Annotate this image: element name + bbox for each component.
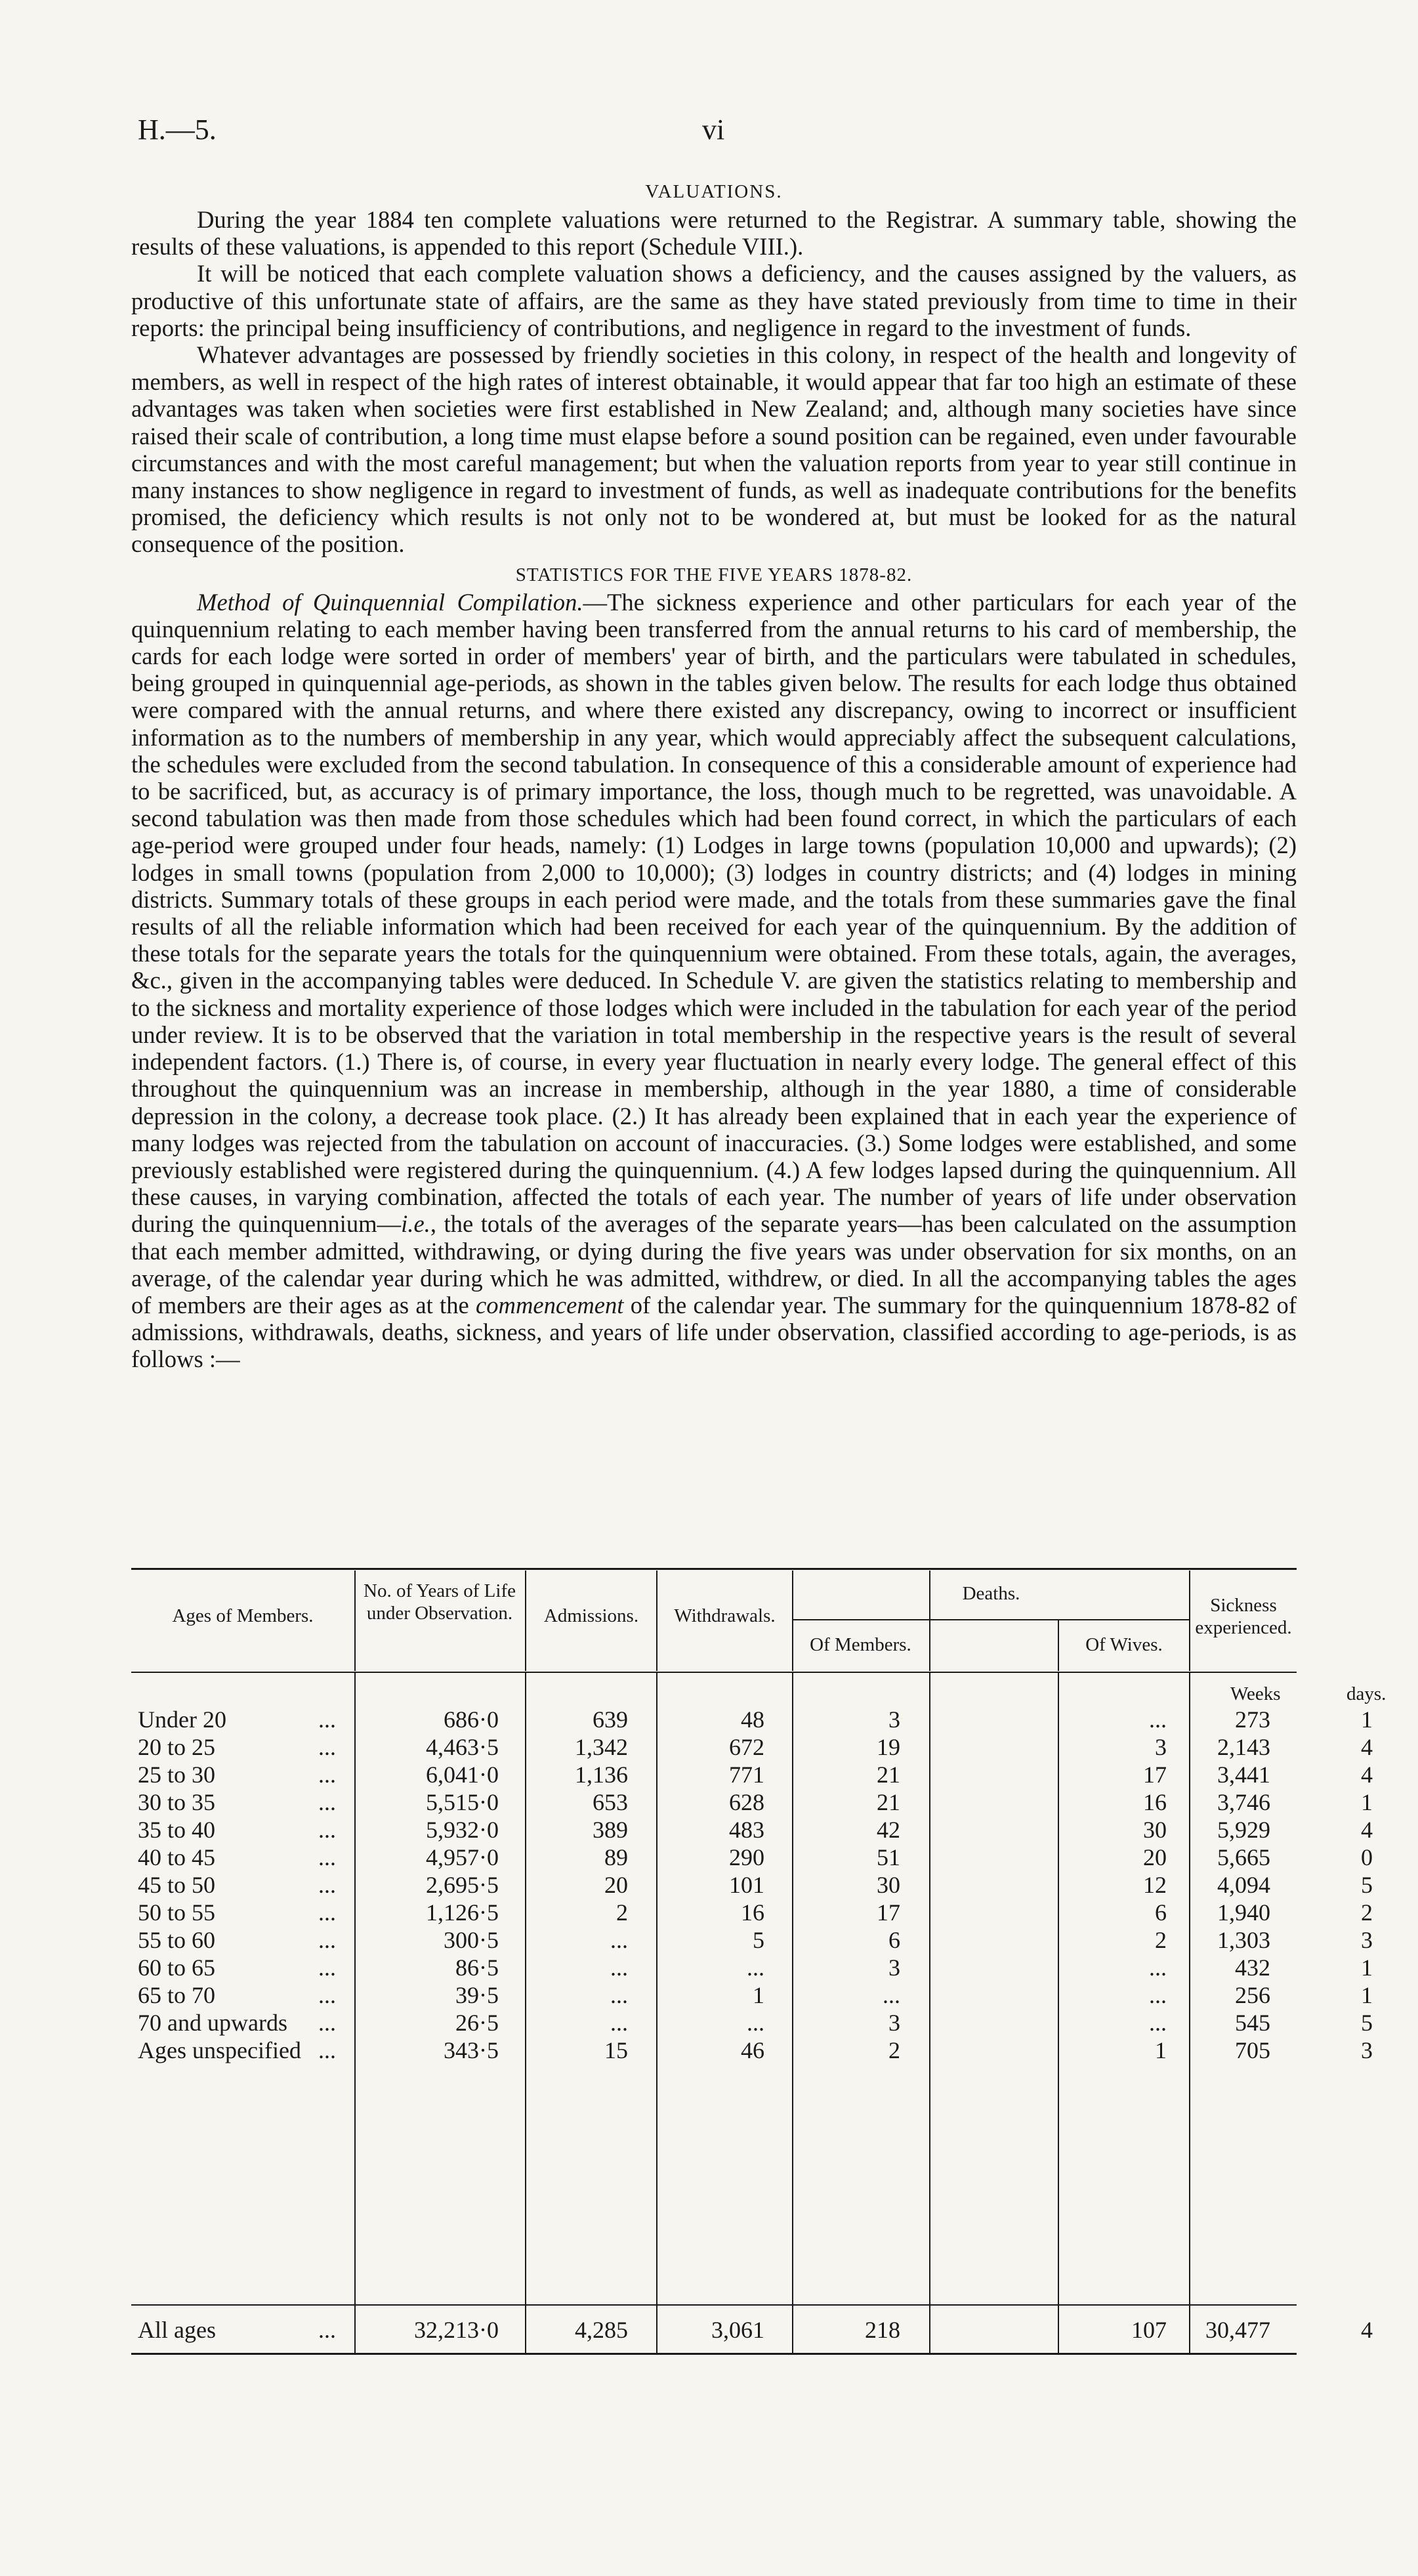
- cell-dots: ...: [318, 1817, 336, 1843]
- cell-age: All ages: [138, 2317, 216, 2343]
- cell-years: 4,957·0: [426, 1844, 499, 1870]
- table-top-rule: [131, 1568, 1297, 1570]
- cell-adm: ...: [610, 1927, 628, 1953]
- cell-dots: ...: [318, 2037, 336, 2063]
- table-row: [131, 1761, 1373, 1788]
- cell-weeks: 1,303: [1217, 1927, 1270, 1953]
- cell-weeks: 4,094: [1217, 1872, 1270, 1898]
- cell-wd: 16: [741, 1899, 764, 1926]
- table-row: [131, 1871, 1373, 1898]
- cell-days: 5: [1361, 2010, 1373, 2036]
- cell-dots: ...: [318, 1762, 336, 1788]
- cell-adm: 20: [604, 1872, 628, 1898]
- cell-years: 86·5: [455, 1954, 499, 1981]
- cell-dots: ...: [318, 1954, 336, 1981]
- cell-dm: ...: [883, 1982, 900, 2008]
- cell-wd: 771: [729, 1762, 764, 1788]
- cell-dm: 3: [888, 1954, 900, 1981]
- cell-dw: 20: [1143, 1844, 1167, 1870]
- cell-age: Under 20: [138, 1706, 226, 1733]
- table-row: [131, 1926, 1373, 1953]
- ie-abbrev: i.e.: [401, 1210, 430, 1238]
- cell-age: 65 to 70: [138, 1982, 216, 2008]
- cell-years: 686·0: [444, 1706, 499, 1733]
- valuations-paragraph-2: It will be noticed that each complete valuation shows a deficiency, and the causes assigned by the valuers, as productive of this unfortunate state of affairs, are the same as they have stated previously from time to time in their reports: the principal being insufficiency of contributions, and negligence in regard to the investment of funds.: [131, 260, 1297, 341]
- cell-dw: 107: [1131, 2317, 1167, 2343]
- cell-years: 300·5: [444, 1927, 499, 1953]
- statistics-text-c: of the calendar year. The summary for the quinquennium 1878-82 of admissions, withdrawals, deaths, sickness, and years of life under observation, classified according to age-periods, is as follows :—: [131, 1291, 1297, 1373]
- table-row: [131, 1816, 1373, 1843]
- header-years-of-life: No. of Years of Life under Observation.: [364, 1580, 516, 1624]
- cell-adm: ...: [610, 1954, 628, 1981]
- cell-years: 26·5: [455, 2010, 499, 2036]
- table-row: [131, 2009, 1373, 2036]
- cell-dots: ...: [318, 1789, 336, 1815]
- cell-days: 4: [1361, 2317, 1373, 2343]
- table-total-row: [131, 2316, 1373, 2343]
- cell-dm: 21: [877, 1762, 900, 1788]
- cell-dm: 3: [888, 1706, 900, 1733]
- cell-adm: 89: [604, 1844, 628, 1870]
- cell-dw: 6: [1155, 1899, 1167, 1926]
- total-rule: [131, 2304, 1297, 2306]
- cell-adm: 1,136: [575, 1762, 628, 1788]
- cell-years: 2,695·5: [426, 1872, 499, 1898]
- cell-age: 55 to 60: [138, 1927, 216, 1953]
- cell-dw: 30: [1143, 1817, 1167, 1843]
- cell-dm: 30: [877, 1872, 900, 1898]
- cell-dm: 17: [877, 1899, 900, 1926]
- cell-wd: 48: [741, 1706, 764, 1733]
- cell-adm: 639: [593, 1706, 628, 1733]
- cell-dm: 6: [888, 1927, 900, 1953]
- cell-age: 40 to 45: [138, 1844, 216, 1870]
- cell-dots: ...: [318, 1706, 336, 1733]
- header-ages: Ages of Members.: [172, 1605, 314, 1626]
- cell-dw: ...: [1149, 1982, 1167, 2008]
- cell-age: 20 to 25: [138, 1734, 216, 1760]
- cell-wd: ...: [747, 1954, 764, 1981]
- cell-days: 1: [1361, 1982, 1373, 2008]
- cell-wd: 628: [729, 1789, 764, 1815]
- table-bottom-rule: [131, 2353, 1297, 2355]
- cell-adm: ...: [610, 2010, 628, 2036]
- cell-weeks: 545: [1235, 2010, 1270, 2036]
- cell-dm: 2: [888, 2037, 900, 2063]
- valuations-paragraph-3: Whatever advantages are possessed by friendly societies in this colony, in respect of the health and longevity of members, as well in respect of the high rates of interest obtainable, it would appear that far too high an estimate of these advantages was taken when societies were first established in New Zealand; and, although many societies have since raised their scale of contribution, a long time must elapse before a sound position can be regained, even under favourable circumstances and with the most careful management; but when the valuation reports from year to year still continue in many instances to show negligence in regard to investment of funds, as well as inadequate contributions for the benefits promised, the deficiency which results is not only not to be wondered at, but must be looked for as the natural consequence of the position.: [131, 341, 1297, 558]
- cell-weeks: 5,665: [1217, 1844, 1270, 1870]
- cell-dw: 17: [1143, 1762, 1167, 1788]
- table-row: [131, 1733, 1373, 1760]
- cell-years: 5,932·0: [426, 1817, 499, 1843]
- cell-weeks: 256: [1235, 1982, 1270, 2008]
- cell-dots: ...: [318, 1844, 336, 1870]
- cell-days: 3: [1361, 1927, 1373, 1953]
- cell-weeks: 705: [1235, 2037, 1270, 2063]
- cell-years: 32,213·0: [414, 2317, 499, 2343]
- cell-wd: 1: [753, 1982, 764, 2008]
- page-reference: H.—5.: [138, 114, 217, 146]
- table-row: [131, 1844, 1373, 1870]
- cell-dw: ...: [1149, 1954, 1167, 1981]
- cell-dm: 21: [877, 1789, 900, 1815]
- cell-dm: 218: [865, 2317, 900, 2343]
- header-of-members: Of Members.: [810, 1634, 911, 1655]
- cell-dw: ...: [1149, 2010, 1167, 2036]
- valuations-title: VALUATIONS.: [645, 181, 783, 202]
- cell-dm: 42: [877, 1817, 900, 1843]
- table-row: [131, 1899, 1373, 1926]
- page-number: vi: [702, 114, 725, 146]
- header-admissions: Admissions.: [543, 1605, 639, 1626]
- cell-days: 5: [1361, 1872, 1373, 1898]
- header-bottom-rule: [131, 1672, 1297, 1673]
- cell-adm: 389: [593, 1817, 628, 1843]
- valuations-paragraph-1: During the year 1884 ten complete valuations were returned to the Registrar. A summary table, showing the results of these valuations, is appended to this report (Schedule VIII.).: [131, 206, 1297, 261]
- cell-adm: 653: [593, 1789, 628, 1815]
- cell-dw: 12: [1143, 1872, 1167, 1898]
- cell-adm: 15: [604, 2037, 628, 2063]
- cell-dots: ...: [318, 1872, 336, 1898]
- cell-age: 50 to 55: [138, 1899, 216, 1926]
- cell-days: 0: [1361, 1844, 1373, 1870]
- cell-weeks: 3,746: [1217, 1789, 1270, 1815]
- cell-years: 343·5: [444, 2037, 499, 2063]
- cell-age: 70 and upwards: [138, 2010, 287, 2036]
- cell-dots: ...: [318, 1927, 336, 1953]
- commencement-word: commencement: [476, 1291, 624, 1319]
- cell-years: 4,463·5: [426, 1734, 499, 1760]
- statistics-title: STATISTICS FOR THE FIVE YEARS 1878-82.: [515, 564, 913, 585]
- cell-wd: 290: [729, 1844, 764, 1870]
- cell-age: 30 to 35: [138, 1789, 216, 1815]
- cell-wd: ...: [747, 2010, 764, 2036]
- days-subheader: days.: [1346, 1683, 1387, 1704]
- cell-adm: ...: [610, 1982, 628, 2008]
- header-deaths: Deaths.: [962, 1583, 1020, 1604]
- cell-days: 1: [1361, 1789, 1373, 1815]
- cell-wd: 483: [729, 1817, 764, 1843]
- cell-years: 39·5: [455, 1982, 499, 2008]
- cell-adm: 2: [616, 1899, 628, 1926]
- statistics-text-a: —The sickness experience and other particulars for each year of the quinquennium relating to each member having been transferred from the annual returns to his card of membership, the cards for each lodge were sorted in order of members' year of birth, and the particulars were tabulated in schedules, being grouped in quinquennial age-periods, as shown in the tables given below. The results for each lodge thus obtained were compared with the annual returns, and where there existed any discrepancy, owing to incorrect or insufficient information as to the numbers of membership in any year, which would appreciably affect the subsequent calculations, the schedules were excluded from the second tabulation. In consequence of this a considerable amount of experience had to be sacrificed, but, as accuracy is of primary importance, the loss, though much to be regretted, was unavoidable. A second tabulation was then made from those schedules which had been found correct, in which the particulars of each age-period were grouped under four heads, namely: (1) Lodges in large towns (population 10,000 and upwards); (2) lodges in small towns (population from 2,000 to 10,000); (3) lodges in country districts; and (4) lodges in mining districts. Summary totals of these groups in each period were made, and the totals from these summaries gave the final results of all the reliable information which had been received for each year of the quinquennium. By the addition of these totals for the separate years the totals for the quinquennium were obtained. From these totals, again, the averages, &c., given in the accompanying tables were deduced. In Schedule V. are given the statistics relating to membership and to the sickness and mortality experience of those lodges which were included in the tabulation for each year of the period under review. It is to be observed that the variation in total membership in the respective years is the result of several independent factors. (1.) There is, of course, in every year fluctuation in nearly every lodge. The general effect of this throughout the quinquennium was an increase in membership, although in the year 1880, a time of considerable depression in the colony, a decrease took place. (2.) It has already been explained that in each year the experience of many lodges was rejected from the tabulation on account of inaccuracies. (3.) Some lodges were established, and some previously established were registered during the quinquennium. (4.) A few lodges lapsed during the quinquennium. All these causes, in varying combination, affected the totals of each year. The number of years of life under observation during the quinquennium—: [131, 588, 1297, 1238]
- cell-weeks: 2,143: [1217, 1734, 1270, 1760]
- table-row: [131, 1954, 1373, 1981]
- cell-dots: ...: [318, 1982, 336, 2008]
- weeks-subheader: Weeks: [1230, 1683, 1281, 1704]
- cell-wd: 672: [729, 1734, 764, 1760]
- cell-dm: 3: [888, 2010, 900, 2036]
- cell-years: 1,126·5: [426, 1899, 499, 1926]
- cell-days: 1: [1361, 1706, 1373, 1733]
- deaths-subheader-rule: [792, 1619, 1189, 1620]
- cell-wd: 46: [741, 2037, 764, 2063]
- cell-days: 1: [1361, 1954, 1373, 1981]
- header-sickness: Sickness experienced.: [1195, 1595, 1292, 1638]
- cell-days: 4: [1361, 1734, 1373, 1760]
- summary-table: [131, 1568, 1387, 2576]
- cell-days: 4: [1361, 1817, 1373, 1843]
- cell-wd: 101: [729, 1872, 764, 1898]
- header-of-wives: Of Wives.: [1085, 1634, 1163, 1655]
- cell-dm: 51: [877, 1844, 900, 1870]
- header-divider: [354, 1571, 356, 1671]
- cell-days: 4: [1361, 1762, 1373, 1788]
- cell-age: Ages unspecified: [138, 2037, 301, 2063]
- cell-weeks: 3,441: [1217, 1762, 1270, 1788]
- cell-dots: ...: [318, 1899, 336, 1926]
- cell-dw: 3: [1155, 1734, 1167, 1760]
- cell-dots: ...: [318, 1734, 336, 1760]
- cell-dots: ...: [318, 2317, 336, 2343]
- cell-wd: 5: [753, 1927, 764, 1953]
- cell-dm: 19: [877, 1734, 900, 1760]
- cell-weeks: 273: [1235, 1706, 1270, 1733]
- table-row: [131, 1706, 1373, 1733]
- valuations-body: [131, 206, 1297, 1373]
- cell-days: 3: [1361, 2037, 1373, 2063]
- cell-age: 45 to 50: [138, 1872, 216, 1898]
- cell-age: 25 to 30: [138, 1762, 216, 1788]
- table-row: [131, 1981, 1373, 2008]
- cell-adm: 1,342: [575, 1734, 628, 1760]
- cell-dw: 16: [1143, 1789, 1167, 1815]
- cell-years: 5,515·0: [426, 1789, 499, 1815]
- valuations-section: [131, 179, 1297, 205]
- statistics-text-b: , the totals of the averages of the separate years—has been calculated on the assumption that each member admitted, withdrawing, or dying during the five years was under observation for six months, on an average, of the calendar year during which he was admitted, withdrew, or died. In all the accompanying tables the ages of members are their ages as at the: [131, 1210, 1297, 1319]
- cell-weeks: 1,940: [1217, 1899, 1270, 1926]
- cell-age: 60 to 65: [138, 1954, 216, 1981]
- cell-dw: ...: [1149, 1706, 1167, 1733]
- table-row: [131, 1788, 1373, 1815]
- table-row: [131, 2037, 1373, 2063]
- cell-weeks: 432: [1235, 1954, 1270, 1981]
- cell-years: 6,041·0: [426, 1762, 499, 1788]
- cell-age: 35 to 40: [138, 1817, 216, 1843]
- cell-adm: 4,285: [575, 2317, 628, 2343]
- cell-dw: 1: [1155, 2037, 1167, 2063]
- method-label: Method of Quinquennial Compilation.: [197, 588, 583, 616]
- statistics-paragraph: [131, 589, 1297, 1373]
- header-withdrawals: Withdrawals.: [674, 1605, 776, 1626]
- cell-weeks: 30,477: [1205, 2317, 1270, 2343]
- cell-dw: 2: [1155, 1927, 1167, 1953]
- cell-dots: ...: [318, 2010, 336, 2036]
- cell-weeks: 5,929: [1217, 1817, 1270, 1843]
- cell-days: 2: [1361, 1899, 1373, 1926]
- cell-wd: 3,061: [711, 2317, 764, 2343]
